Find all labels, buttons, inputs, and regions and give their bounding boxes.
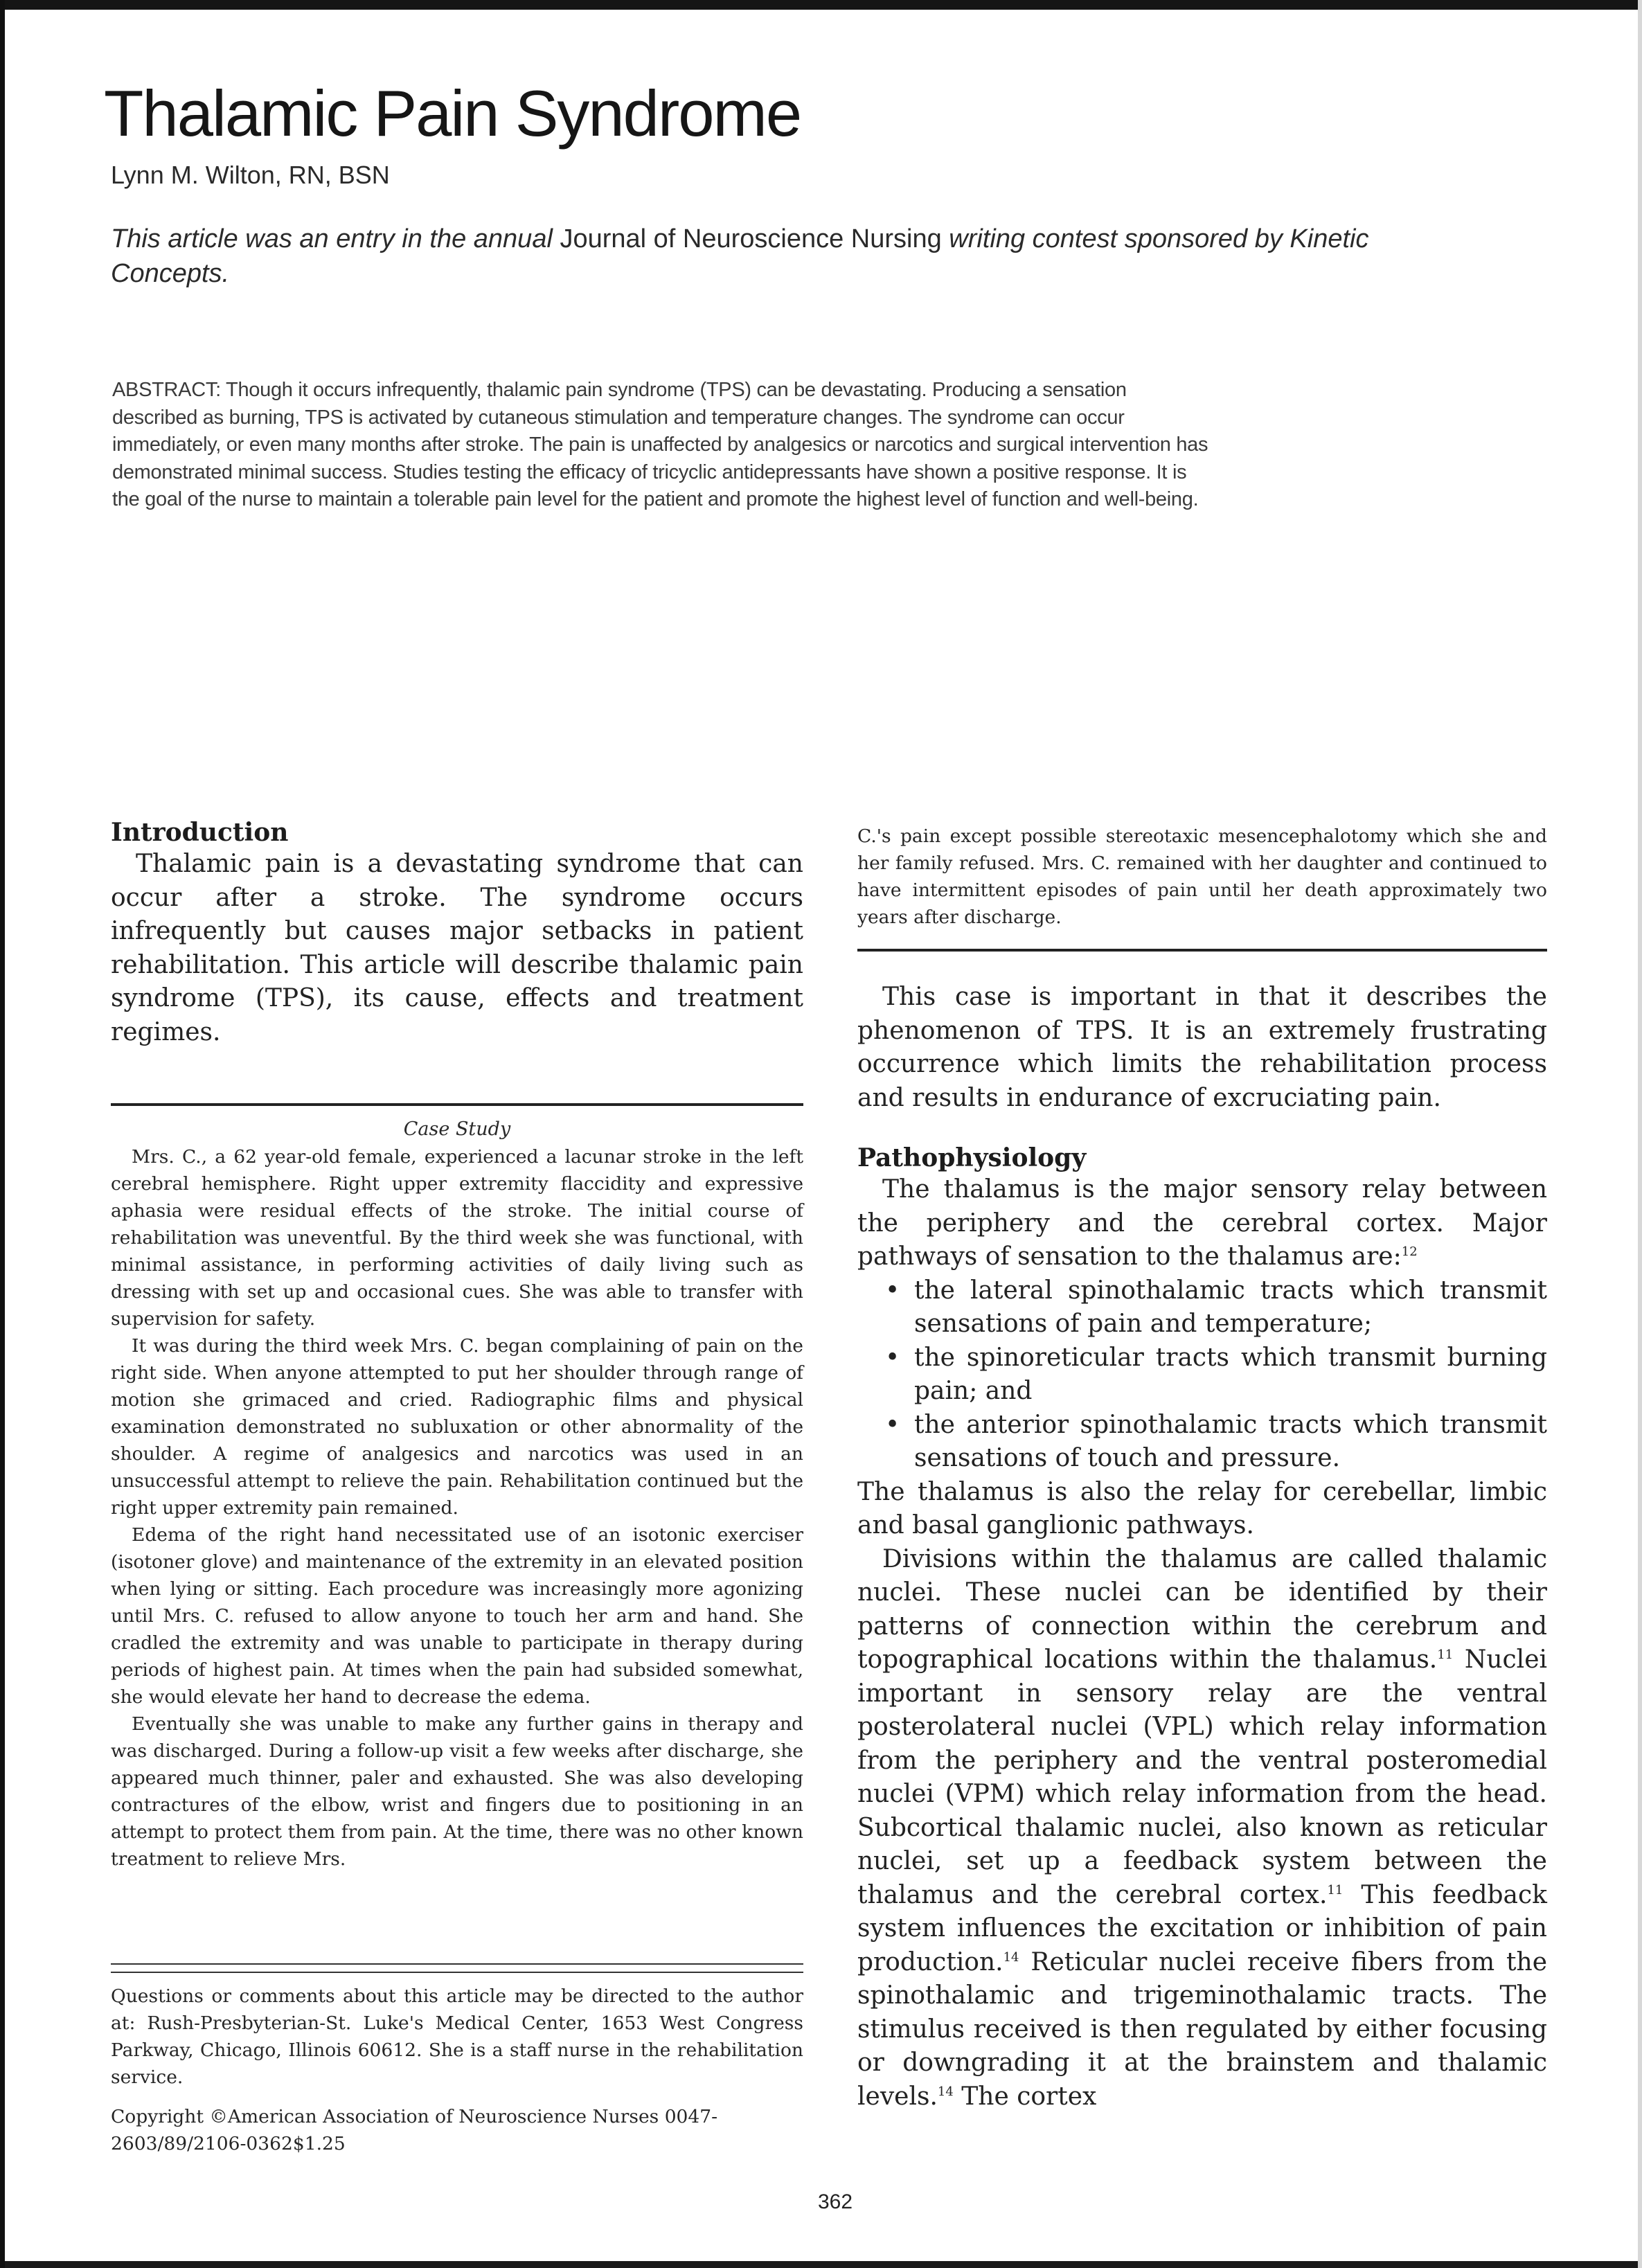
introduction-heading: Introduction — [111, 818, 289, 847]
introduction-text: Thalamic pain is a devastating syndrome that can occur after a stroke. The syndrome occurs infrequently but causes major setbacks in patient rehabilitation. This article will describe thalamic pain syndrome (TPS), its cause, effects and treatment regimes. — [111, 850, 803, 1046]
author-byline: Lynn M. Wilton, RN, BSN — [111, 161, 390, 189]
bullet-icon: • — [885, 1410, 900, 1439]
pathway-text: the spinoreticular tracts which transmit burning pain; and — [914, 1343, 1547, 1405]
case-study-paragraph: Mrs. C., a 62 year-old female, experienced a lacunar stroke in the left cerebral hemisphere. Right upper extremity flaccidity and expressive aphasia were residual effects of the stroke. The initial course of rehabilitation was uneventful. By the third week she was functional, with minimal assistance, in performing activities of daily living such as dressing with set up and occasional cues. She was able to transfer with supervision for safety. — [111, 1146, 803, 1330]
pathway-list — [857, 1274, 1547, 1476]
case-study-box — [111, 1143, 803, 1873]
case-study-label: Case Study — [403, 1118, 511, 1140]
citation-ref: 11 — [1437, 1648, 1454, 1662]
relay-text: The thalamus is also the relay for cerebellar, limbic and basal ganglionic pathways. — [857, 1477, 1547, 1539]
case-study-paragraph: Edema of the right hand necessitated use of an isotonic exerciser (isotoner glove) and maintenance of the extremity in an elevated position when lying or sitting. Each procedure was increasingly more agonizing until Mrs. C. refused to allow anyone to touch her arm and hand. She cradled the extremity and was unable to participate in therapy during periods of highest pain. At times when the pain had subsided somewhat, she would elevate her hand to decrease the edema. — [111, 1524, 803, 1708]
contest-note — [111, 222, 1482, 291]
pathway-list-item — [857, 1274, 1547, 1341]
pathway-text: the anterior spinothalamic tracts which transmit sensations of touch and pressure. — [914, 1410, 1547, 1472]
citation-ref: 12 — [1401, 1244, 1418, 1259]
divisions-text: The cortex — [953, 2082, 1097, 2111]
page-number: 362 — [818, 2190, 853, 2213]
citation-ref: 14 — [937, 2084, 954, 2099]
case-importance-text: This case is important in that it describes the phenomenon of TPS. It is an extremely frustrating occurrence which limits the rehabilitation process and results in endurance of excruciating pain. — [857, 983, 1547, 1112]
scan-border-left — [0, 0, 5, 2268]
citation-ref: 11 — [1327, 1882, 1344, 1898]
citation-ref: 14 — [1003, 1949, 1019, 1965]
footnote-copyright: Copyright ©American Association of Neuroscience Nurses 0047-2603/89/2106-0362$1.25 — [111, 2106, 718, 2154]
divisions-text: Divisions within the thalamus are called thalamic nuclei. These nuclei can be identified by their patterns of connection within the cerebrum and topographical locations within the thalamus. — [857, 1544, 1547, 1674]
pathway-list-item — [857, 1409, 1547, 1476]
divisions-text: Nuclei important in sensory relay are the ventral posterolateral nuclei (VPL) which relay information from the periphery and the ventral posteromedial nuclei (VPM) which relay information from the head. Subcortical thalamic nuclei, also known as reticular nuclei, set up a feedback system between the thalamus and the cerebral cortex. — [857, 1645, 1548, 1909]
pathophysiology-intro — [857, 1173, 1547, 1274]
scan-border-right — [1638, 0, 1642, 2268]
case-study-paragraph: It was during the third week Mrs. C. began complaining of pain on the right side. When anyone attempted to put her shoulder through range of motion she grimaced and cried. Radiographic films and physical examination demonstrated no subluxation or other abnormality of the shoulder. A regime of analgesics and narcotics was used in an unsuccessful attempt to relieve the pain. Rehabilitation continued but the right upper extremity pain remained. — [111, 1335, 803, 1519]
pathway-list-item — [857, 1341, 1547, 1409]
right-column — [857, 823, 1547, 2114]
bullet-icon: • — [885, 1276, 900, 1305]
footnote-contact: Questions or comments about this article may be directed to the author at: Rush-Presbyterian-St. Luke's Medical Center, 1653 West Congress Parkway, Chicago, Illinois 60612. She is a staff nurse in the rehabilitation service. — [111, 1985, 803, 2088]
case-study-paragraph: Eventually she was unable to make any further gains in therapy and was discharged. During a follow-up visit a few weeks after discharge, she appeared much thinner, paler and exhausted. She was also developing contractures of the elbow, wrist and fingers due to positioning in an attempt to protect them from pain. At the time, there was no other known treatment to relieve Mrs. — [111, 1713, 803, 1870]
scan-border-bottom — [0, 2261, 1642, 2268]
pathophysiology-heading: Pathophysiology — [857, 1143, 1087, 1172]
contest-note-part1: This article was an entry in the annual — [111, 224, 560, 253]
author-footnote — [111, 1963, 803, 2157]
divisions-text: Reticular nuclei receive fibers from the spinothalamic and trigeminothalamic tracts. The stimulus received is then regulated by either focusing or downgrading it at the brainstem and thalamic levels. — [857, 1947, 1547, 2111]
pathway-text: the lateral spinothalamic tracts which transmit sensations of pain and temperature; — [914, 1276, 1547, 1338]
journal-name: Journal of Neuroscience Nursing — [560, 224, 942, 253]
divisions-paragraph — [857, 1543, 1547, 2114]
article-title: Thalamic Pain Syndrome — [104, 77, 801, 150]
scan-border-top — [0, 0, 1642, 10]
left-column — [111, 817, 803, 1873]
divisions-text: This feedback system influences the excitation or inhibition of pain production. — [857, 1880, 1547, 1976]
pathophysiology-intro-text: The thalamus is the major sensory relay between the periphery and the cerebral cortex. Major pathways of sensation to the thalamus are: — [857, 1175, 1547, 1271]
abstract: ABSTRACT: Though it occurs infrequently, thalamic pain syndrome (TPS) can be devastating. Producing a sensation described as burning, TPS is activated by cutaneous stimulation and temperature changes. The syndrome can occur immediately, or even many months after stroke. The pain is unaffected by analgesics or narcotics and surgical intervention has demonstrated minimal success. Studies testing the efficacy of tricyclic antidepressants have shown a positive response. It is the goal of the nurse to maintain a tolerable pain level for the patient and promote the highest level of function and well-being. — [112, 379, 1208, 510]
case-study-continuation: C.'s pain except possible stereotaxic mesencephalotomy which she and her family refused. Mrs. C. remained with her daughter and continued to have intermittent episodes of pain until her death approximately two years after discharge. — [857, 825, 1547, 928]
contest-note-part2: writing contest sponsored by Kinetic Concepts. — [111, 224, 1369, 288]
bullet-icon: • — [885, 1343, 900, 1372]
